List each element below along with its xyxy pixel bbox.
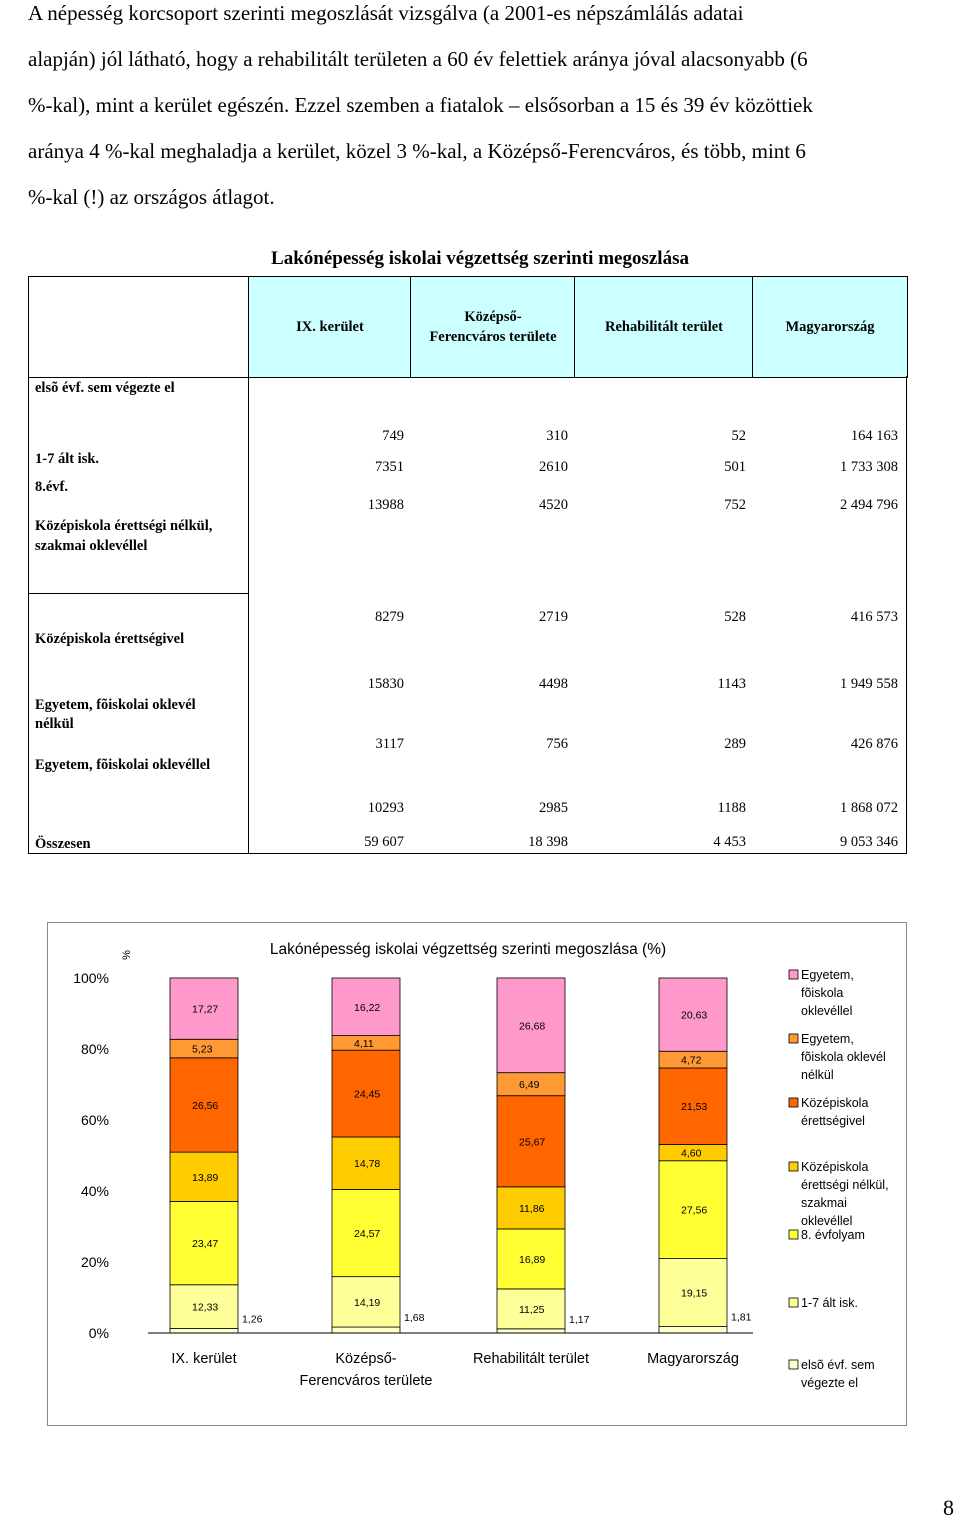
y-tick-label: 0% xyxy=(88,1325,109,1341)
total-cell: 9 053 346 xyxy=(840,834,898,850)
table-cell: 1 868 072 xyxy=(840,800,898,816)
bar-value-label: 14,19 xyxy=(354,1296,381,1309)
x-category-label: Rehabilitált terület xyxy=(472,1351,590,1367)
bar-value-label: 23,47 xyxy=(192,1238,219,1251)
bar-value-label: 14,78 xyxy=(354,1158,381,1171)
y-tick-label: 80% xyxy=(80,1041,109,1057)
legend-swatch xyxy=(789,970,798,979)
legend-label: végezte el xyxy=(801,1376,858,1390)
bar-value-label: 26,68 xyxy=(519,1020,546,1033)
bar-value-label: 13,89 xyxy=(192,1171,219,1184)
bar-value-label: 12,33 xyxy=(192,1301,219,1314)
legend-label: fõiskola oklevél xyxy=(801,1050,886,1064)
bar-value-label: 4,60 xyxy=(681,1147,702,1160)
row-label: Egyetem, fõiskolai oklevél xyxy=(35,697,196,713)
legend-swatch xyxy=(789,1360,798,1369)
bar-segment xyxy=(170,1329,238,1333)
table-title: Lakónépesség iskolai végzettség szerinti megoszlása xyxy=(271,248,689,269)
y-tick-label: 60% xyxy=(80,1112,109,1128)
legend-swatch xyxy=(789,1230,798,1239)
paragraph-line: alapján) jól látható, hogy a rehabilitált területen a 60 év felettiek aránya jóval alacsonyabb (6 xyxy=(28,47,808,71)
legend-label: szakmai xyxy=(801,1196,847,1210)
header-cell-blank xyxy=(28,276,250,378)
header-label: Ferencváros területe xyxy=(429,329,557,345)
paragraph-line: A népesség korcsoport szerinti megoszlását vizsgálva (a 2001-es népszámlálás adatai xyxy=(28,1,744,25)
bar-segment xyxy=(659,1327,727,1333)
bar-value-label: 5,23 xyxy=(192,1043,213,1056)
x-category-label: Magyarország xyxy=(647,1351,739,1367)
row-label: nélkül xyxy=(35,716,74,732)
table-cell: 2985 xyxy=(539,800,568,816)
paragraph-line: %-kal (!) az országos átlagot. xyxy=(28,185,275,209)
bar-value-label: 25,67 xyxy=(519,1136,546,1149)
table-cell: 2719 xyxy=(539,609,568,625)
table-cell: 1188 xyxy=(717,800,746,816)
bar-segment xyxy=(497,1329,565,1333)
bar-value-label: 16,89 xyxy=(519,1253,546,1266)
header-label: Rehabilitált terület xyxy=(605,318,723,335)
table-cell: 10293 xyxy=(367,800,404,816)
bar-value-label: 1,68 xyxy=(404,1312,425,1325)
body-paragraph xyxy=(28,0,958,220)
page-number: 8 xyxy=(943,1495,954,1520)
y-tick-label: 100% xyxy=(73,970,109,986)
header-label: Magyarország xyxy=(785,318,875,335)
table-border xyxy=(28,853,907,854)
paragraph-line: aránya 4 %-kal meghaladja a kerület, közel 3 %-kal, a Középső-Ferencváros, és több, mint 6 xyxy=(28,139,806,163)
total-cell: 4 453 xyxy=(713,834,746,850)
row-label: Középiskola érettségivel xyxy=(35,631,185,647)
table-cell: 1 733 308 xyxy=(840,459,898,475)
legend-label: érettségi nélkül, xyxy=(801,1178,889,1192)
legend-label: 1-7 ált isk. xyxy=(801,1296,858,1310)
legend-label: 8. évfolyam xyxy=(801,1228,865,1242)
table-cell: 416 573 xyxy=(850,609,898,625)
table-cell: 52 xyxy=(731,428,746,444)
legend-label: elsõ évf. sem xyxy=(801,1358,875,1372)
table-cell: 752 xyxy=(724,497,746,513)
row-label: Egyetem, fõiskolai oklevéllel xyxy=(35,757,211,773)
row-label: szakmai oklevéllel xyxy=(35,538,148,554)
table-cell: 749 xyxy=(382,428,404,444)
legend-swatch xyxy=(789,1034,798,1043)
bar-value-label: 19,15 xyxy=(681,1287,708,1300)
legend-label: Középiskola xyxy=(801,1096,869,1110)
legend-label: oklevéllel xyxy=(801,1004,853,1018)
chart-title: Lakónépesség iskolai végzettség szerinti megoszlása (%) xyxy=(269,941,667,958)
header-cell xyxy=(248,276,412,378)
chart-svg xyxy=(48,923,906,1425)
bar-value-label: 1,17 xyxy=(569,1313,590,1326)
table-cell: 2 494 796 xyxy=(840,497,898,513)
table-cell: 3117 xyxy=(375,736,404,752)
table-border xyxy=(28,376,29,854)
bar-value-label: 20,63 xyxy=(681,1009,708,1022)
bar-value-label: 16,22 xyxy=(354,1001,381,1014)
header-cell xyxy=(410,276,576,378)
x-category-label: IX. kerület xyxy=(171,1351,237,1367)
legend-label: fõiskola xyxy=(801,986,844,1000)
bar-value-label: 24,57 xyxy=(354,1228,381,1241)
bar-value-label: 1,81 xyxy=(731,1311,752,1324)
table-cell: 4498 xyxy=(539,676,568,692)
bar-value-label: 26,56 xyxy=(192,1099,219,1112)
bar-value-label: 4,11 xyxy=(354,1037,374,1050)
legend-swatch xyxy=(789,1098,798,1107)
bar-value-label: 24,45 xyxy=(354,1088,381,1101)
header-cell xyxy=(752,276,908,378)
bar-value-label: 4,72 xyxy=(681,1054,702,1067)
header-cell xyxy=(574,276,754,378)
table-cell: 13988 xyxy=(367,497,404,513)
table-cell: 528 xyxy=(724,609,746,625)
row-label: Középiskola érettségi nélkül, xyxy=(35,518,213,534)
legend-label: Középiskola xyxy=(801,1160,869,1174)
bar-segment xyxy=(332,1327,400,1333)
y-tick-label: 40% xyxy=(80,1183,109,1199)
bar-value-label: 27,56 xyxy=(681,1204,708,1217)
x-category-label: Középső- xyxy=(335,1351,397,1367)
table-cell: 8279 xyxy=(375,609,404,625)
legend-label: nélkül xyxy=(801,1068,834,1082)
table-cell: 289 xyxy=(724,736,746,752)
bar-value-label: 11,86 xyxy=(519,1202,545,1215)
table-cell: 501 xyxy=(724,459,746,475)
table-cell: 756 xyxy=(546,736,568,752)
bar-value-label: 1,26 xyxy=(242,1313,263,1326)
header-label: IX. kerület xyxy=(296,318,364,335)
legend-swatch xyxy=(789,1298,798,1307)
table-cell: 2610 xyxy=(539,459,568,475)
row-label: 1-7 ált isk. xyxy=(35,451,100,467)
table-cell: 4520 xyxy=(539,497,568,513)
total-cell: 18 398 xyxy=(528,834,568,850)
bar-value-label: 11,25 xyxy=(519,1303,545,1316)
table-border xyxy=(248,376,249,854)
paragraph-line: %-kal), mint a kerület egészén. Ezzel szemben a fiatalok – elsősorban a 15 és 39 év közöttiek xyxy=(28,93,813,117)
y-tick-label: 20% xyxy=(80,1254,109,1270)
table-cell: 1 949 558 xyxy=(840,676,898,692)
legend-label: érettségivel xyxy=(801,1114,865,1128)
table-border xyxy=(28,593,248,594)
legend-label: Egyetem, xyxy=(801,968,854,982)
bar-value-label: 6,49 xyxy=(519,1079,540,1092)
table-cell: 164 163 xyxy=(850,428,898,444)
table-cell: 7351 xyxy=(375,459,404,475)
y-axis-label: % xyxy=(121,950,133,960)
stacked-bar-chart xyxy=(47,922,907,1426)
table-border xyxy=(906,376,907,854)
legend-swatch xyxy=(789,1162,798,1171)
x-category-label: Ferencváros területe xyxy=(299,1373,433,1389)
total-cell: 59 607 xyxy=(364,834,404,850)
table-cell: 15830 xyxy=(367,676,404,692)
row-label: elsõ évf. sem végezte el xyxy=(35,380,175,396)
total-label: Összesen xyxy=(35,836,91,852)
bar-value-label: 21,53 xyxy=(681,1101,708,1114)
table-cell: 426 876 xyxy=(850,736,898,752)
legend-label: oklevéllel xyxy=(801,1214,853,1228)
row-label: 8.évf. xyxy=(35,479,69,495)
table-cell: 310 xyxy=(546,428,568,444)
legend-label: Egyetem, xyxy=(801,1032,854,1046)
header-label: Középső- xyxy=(464,309,522,325)
table-cell: 1143 xyxy=(717,676,746,692)
bar-value-label: 17,27 xyxy=(192,1003,219,1016)
